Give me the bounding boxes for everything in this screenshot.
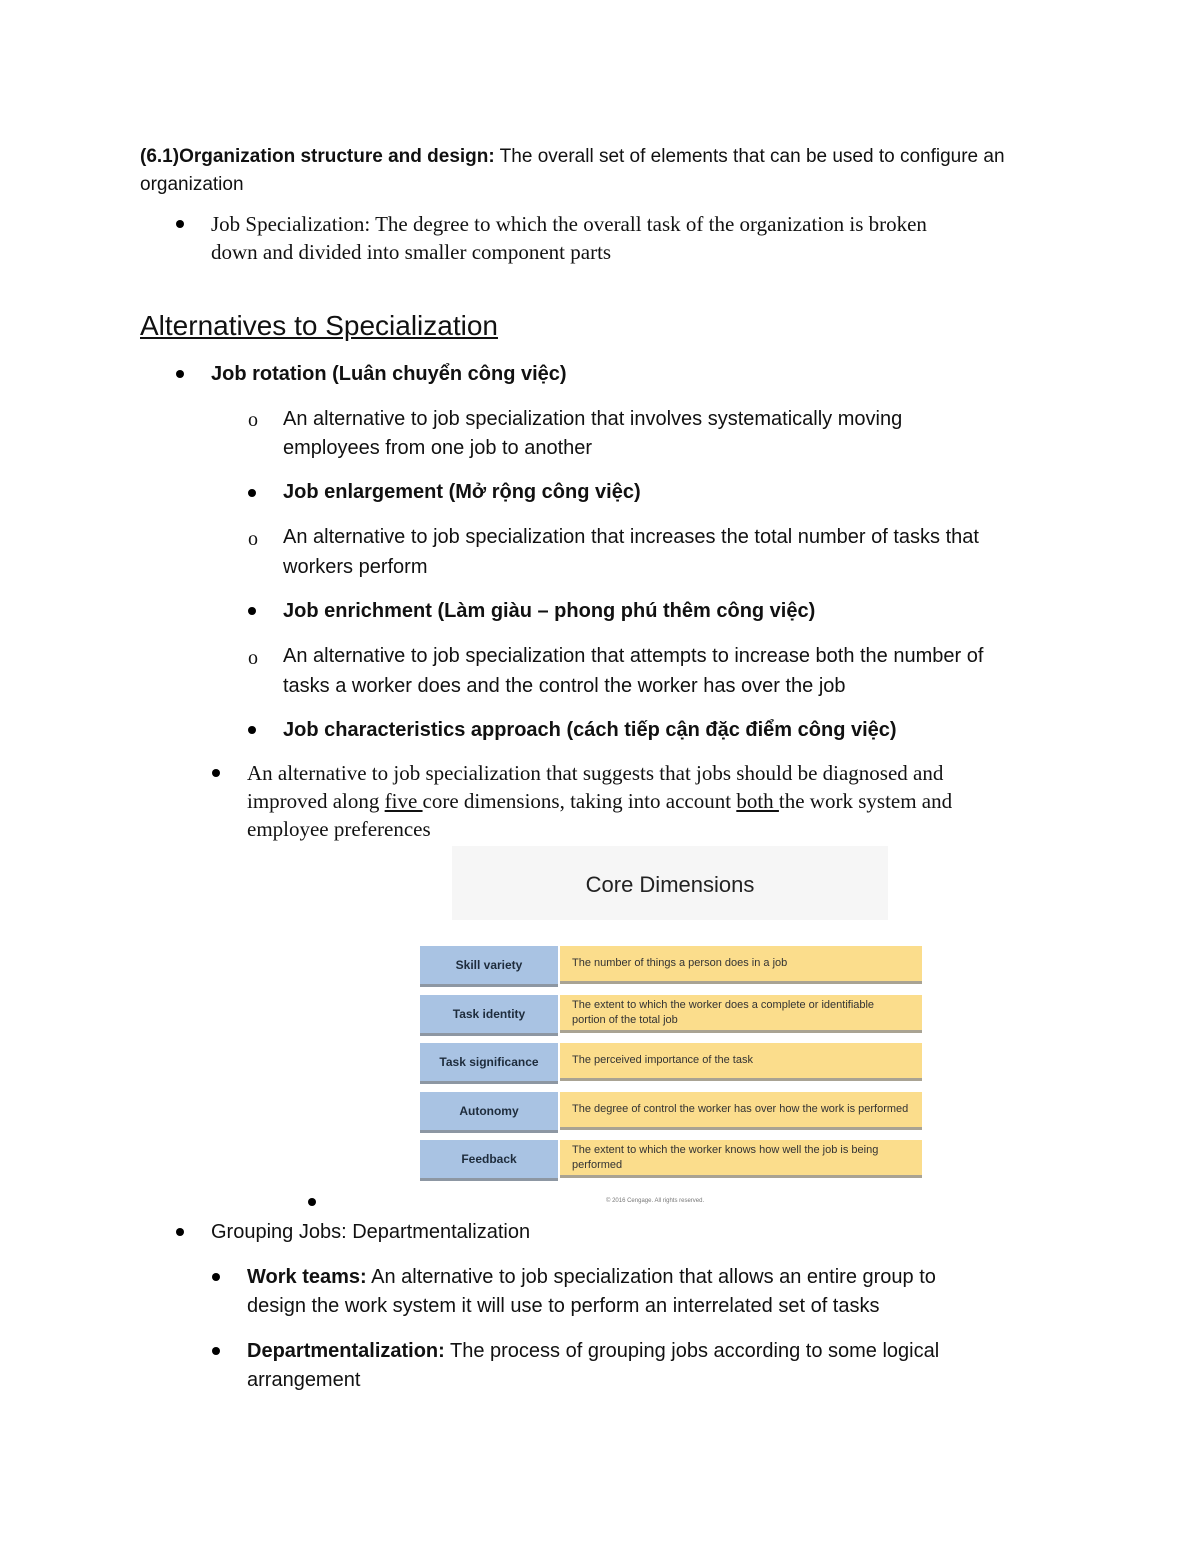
dimension-label: Autonomy bbox=[420, 1092, 558, 1133]
circle-bullet-icon: o bbox=[248, 409, 258, 431]
grouping-jobs-title: Grouping Jobs: Departmentalization bbox=[211, 1221, 531, 1243]
work-teams-desc: An alternative to job specialization that allows an entire group to bbox=[366, 1266, 936, 1288]
job-specialization-line1: Job Specialization: The degree to which the overall task of the organization is broken bbox=[211, 212, 927, 236]
circle-bullet-icon: o bbox=[248, 528, 258, 550]
job-enlargement-desc-line2: workers perform bbox=[283, 556, 428, 578]
bullet-icon bbox=[248, 607, 256, 615]
job-enrichment-title: Job enrichment (Làm giàu – phong phú thêm công việc) bbox=[283, 600, 816, 622]
job-characteristics-desc-line2 bbox=[247, 787, 952, 815]
underlined-five: five bbox=[384, 789, 423, 813]
bullet-icon bbox=[176, 1228, 184, 1236]
bullet-icon bbox=[212, 769, 220, 777]
job-enlargement-desc-line1: An alternative to job specialization that increases the total number of tasks that bbox=[283, 526, 979, 548]
desc-text: core dimensions, taking into account bbox=[422, 789, 737, 813]
core-dimensions-title-band bbox=[452, 846, 888, 920]
dimension-description: The extent to which the worker does a complete or identifiable portion of the total job bbox=[560, 995, 922, 1033]
departmentalization-line2: arrangement bbox=[247, 1369, 361, 1391]
job-characteristics-desc-line3: employee preferences bbox=[247, 817, 431, 841]
dimension-label: Feedback bbox=[420, 1140, 558, 1181]
dimension-label: Skill variety bbox=[420, 946, 558, 987]
job-rotation-desc-line1: An alternative to job specialization that involves systematically moving bbox=[283, 408, 903, 430]
section-number: (6.1) bbox=[140, 146, 180, 167]
job-characteristics-desc-line1: An alternative to job specialization that suggests that jobs should be diagnosed and bbox=[247, 761, 944, 785]
section-title: Organization structure and design: bbox=[179, 146, 495, 167]
desc-text: the work system and bbox=[778, 789, 953, 813]
work-teams-line1 bbox=[247, 1263, 936, 1292]
bullet-icon bbox=[248, 489, 256, 497]
work-teams-line2: design the work system it will use to perform an interrelated set of tasks bbox=[247, 1295, 880, 1317]
core-dimension-row bbox=[420, 1043, 922, 1083]
section-definition: The overall set of elements that can be used to configure an bbox=[494, 146, 1005, 167]
job-enrichment-desc-line1: An alternative to job specialization that attempts to increase both the number of bbox=[283, 645, 984, 667]
core-dimension-row bbox=[420, 946, 922, 986]
section-definition-cont: organization bbox=[140, 174, 244, 195]
dimension-description: The number of things a person does in a job bbox=[560, 946, 922, 984]
bullet-icon bbox=[176, 220, 184, 228]
underlined-both: both bbox=[736, 789, 779, 813]
departmentalization-desc: The process of grouping jobs according to some logical bbox=[444, 1340, 940, 1362]
desc-text: improved along bbox=[247, 789, 385, 813]
core-dimension-row bbox=[420, 1092, 922, 1132]
job-characteristics-title: Job characteristics approach (cách tiếp cận đặc điểm công việc) bbox=[283, 719, 897, 741]
departmentalization-line1 bbox=[247, 1337, 939, 1366]
core-dimension-row bbox=[420, 1140, 922, 1180]
bullet-icon bbox=[212, 1347, 220, 1355]
figure-copyright: © 2016 Cengage. All rights reserved. bbox=[606, 1198, 705, 1204]
section-heading-line bbox=[140, 142, 1005, 171]
job-specialization-line2: down and divided into smaller component parts bbox=[211, 240, 612, 264]
dimension-label: Task significance bbox=[420, 1043, 558, 1084]
bullet-icon bbox=[212, 1273, 220, 1281]
dimension-label: Task identity bbox=[420, 995, 558, 1036]
job-enrichment-desc-line2: tasks a worker does and the control the worker has over the job bbox=[283, 675, 846, 697]
dimension-description: The extent to which the worker knows how well the job is being performed bbox=[560, 1140, 922, 1178]
job-rotation-title: Job rotation (Luân chuyển công việc) bbox=[211, 363, 567, 385]
alternatives-heading: Alternatives to Specialization bbox=[140, 310, 498, 341]
core-dimension-row bbox=[420, 995, 922, 1035]
job-rotation-desc-line2: employees from one job to another bbox=[283, 437, 593, 459]
dimension-description: The perceived importance of the task bbox=[560, 1043, 922, 1081]
work-teams-term: Work teams: bbox=[247, 1266, 367, 1288]
circle-bullet-icon: o bbox=[248, 647, 258, 669]
bullet-icon bbox=[176, 370, 184, 378]
core-dimensions-title: Core Dimensions bbox=[585, 872, 755, 897]
dimension-description: The degree of control the worker has over how the work is performed bbox=[560, 1092, 922, 1130]
job-enlargement-title: Job enlargement (Mở rộng công việc) bbox=[283, 481, 641, 503]
bullet-icon bbox=[308, 1198, 316, 1206]
departmentalization-term: Departmentalization: bbox=[247, 1340, 445, 1362]
bullet-icon bbox=[248, 726, 256, 734]
